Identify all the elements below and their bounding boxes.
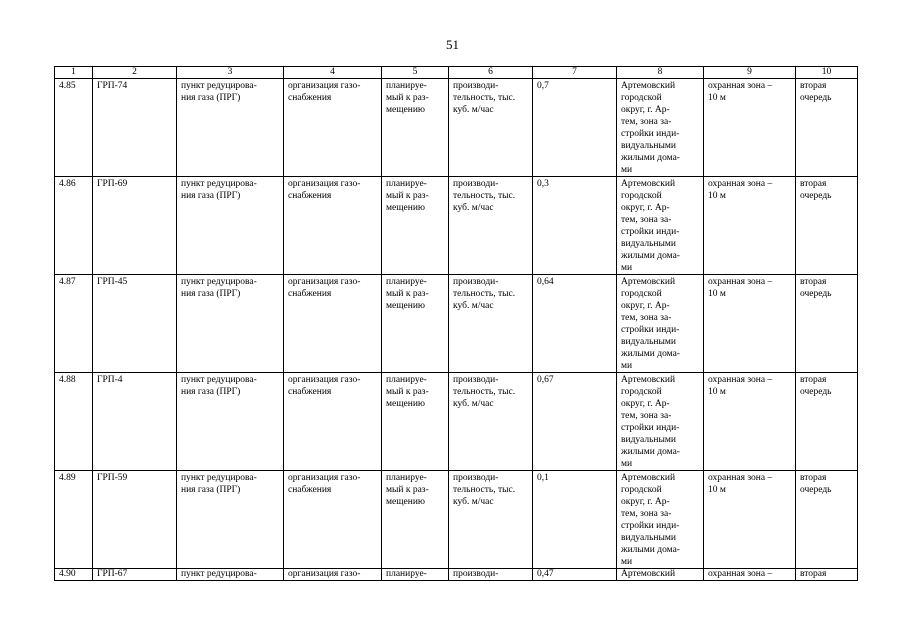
table-cell: организация газо- снабжения: [284, 373, 382, 471]
page-number: 51: [446, 37, 459, 52]
table-cell: организация газо- снабжения: [284, 177, 382, 275]
table-cell: организация газо-: [284, 569, 382, 581]
table-cell: вторая: [796, 569, 858, 581]
table-cell: производи- тельность, тыс. куб. м/час: [449, 471, 533, 569]
table-cell: 4.85: [55, 79, 93, 177]
column-header: 2: [93, 67, 177, 79]
table-cell: 4.90: [55, 569, 93, 581]
table-cell: охранная зона – 10 м: [704, 79, 796, 177]
table-cell: пункт редуцирова- ния газа (ПРГ): [177, 275, 284, 373]
table-cell: охранная зона – 10 м: [704, 177, 796, 275]
table-cell: ГРП-59: [93, 471, 177, 569]
table-cell: планируе- мый к раз- мещению: [382, 275, 449, 373]
table-cell: планируе- мый к раз- мещению: [382, 471, 449, 569]
table-cell: производи- тельность, тыс. куб. м/час: [449, 79, 533, 177]
table-row: [55, 177, 858, 275]
column-header: 3: [177, 67, 284, 79]
table-cell: Артемовский городской округ, г. Ар- тем, зона за- стройки инди- видуальными жилыми дома- ми: [617, 471, 704, 569]
column-header: 8: [617, 67, 704, 79]
table-cell: планируе- мый к раз- мещению: [382, 373, 449, 471]
data-table: [54, 66, 858, 581]
table-cell: 4.89: [55, 471, 93, 569]
table-row: [55, 275, 858, 373]
table-cell: ГРП-74: [93, 79, 177, 177]
column-header: 4: [284, 67, 382, 79]
column-header: 5: [382, 67, 449, 79]
table-cell: пункт редуцирова- ния газа (ПРГ): [177, 79, 284, 177]
table-cell: производи-: [449, 569, 533, 581]
table-cell: планируе- мый к раз- мещению: [382, 177, 449, 275]
table-cell: вторая очередь: [796, 79, 858, 177]
table-cell: ГРП-67: [93, 569, 177, 581]
table-cell: пункт редуцирова- ния газа (ПРГ): [177, 373, 284, 471]
table-cell: Артемовский городской округ, г. Ар- тем, зона за- стройки инди- видуальными жилыми дома- ми: [617, 177, 704, 275]
column-header: 6: [449, 67, 533, 79]
table-cell: 0,67: [533, 373, 617, 471]
table-row: [55, 471, 858, 569]
table-cell: охранная зона – 10 м: [704, 373, 796, 471]
table-cell: планируе-: [382, 569, 449, 581]
table-cell: ГРП-45: [93, 275, 177, 373]
table-row: [55, 569, 858, 581]
table-cell: вторая очередь: [796, 275, 858, 373]
table-cell: вторая очередь: [796, 373, 858, 471]
column-header: 1: [55, 67, 93, 79]
table-cell: пункт редуцирова-: [177, 569, 284, 581]
table-cell: 0,1: [533, 471, 617, 569]
column-header: 7: [533, 67, 617, 79]
table-cell: организация газо- снабжения: [284, 275, 382, 373]
table-cell: Артемовский городской округ, г. Ар- тем, зона за- стройки инди- видуальными жилыми дома- ми: [617, 275, 704, 373]
table-cell: 0,3: [533, 177, 617, 275]
table-row: [55, 79, 858, 177]
table-cell: ГРП-69: [93, 177, 177, 275]
table-cell: производи- тельность, тыс. куб. м/час: [449, 373, 533, 471]
column-header: 9: [704, 67, 796, 79]
table-cell: охранная зона – 10 м: [704, 275, 796, 373]
table-cell: ГРП-4: [93, 373, 177, 471]
table-cell: Артемовский: [617, 569, 704, 581]
table-cell: 4.87: [55, 275, 93, 373]
table-cell: охранная зона –: [704, 569, 796, 581]
table-cell: организация газо- снабжения: [284, 79, 382, 177]
table-cell: Артемовский городской округ, г. Ар- тем, зона за- стройки инди- видуальными жилыми дома- ми: [617, 79, 704, 177]
table-cell: 0,64: [533, 275, 617, 373]
table-cell: производи- тельность, тыс. куб. м/час: [449, 275, 533, 373]
table-cell: 4.86: [55, 177, 93, 275]
table-cell: планируе- мый к раз- мещению: [382, 79, 449, 177]
table-cell: 0,47: [533, 569, 617, 581]
table-cell: 4.88: [55, 373, 93, 471]
table-cell: 0,7: [533, 79, 617, 177]
table-cell: пункт редуцирова- ния газа (ПРГ): [177, 471, 284, 569]
table-header-row: [55, 67, 858, 79]
table-row: [55, 373, 858, 471]
table-cell: охранная зона – 10 м: [704, 471, 796, 569]
table-cell: вторая очередь: [796, 471, 858, 569]
table-cell: вторая очередь: [796, 177, 858, 275]
column-header: 10: [796, 67, 858, 79]
table-cell: производи- тельность, тыс. куб. м/час: [449, 177, 533, 275]
table-cell: Артемовский городской округ, г. Ар- тем, зона за- стройки инди- видуальными жилыми дома- ми: [617, 373, 704, 471]
table-cell: организация газо- снабжения: [284, 471, 382, 569]
table-cell: пункт редуцирова- ния газа (ПРГ): [177, 177, 284, 275]
